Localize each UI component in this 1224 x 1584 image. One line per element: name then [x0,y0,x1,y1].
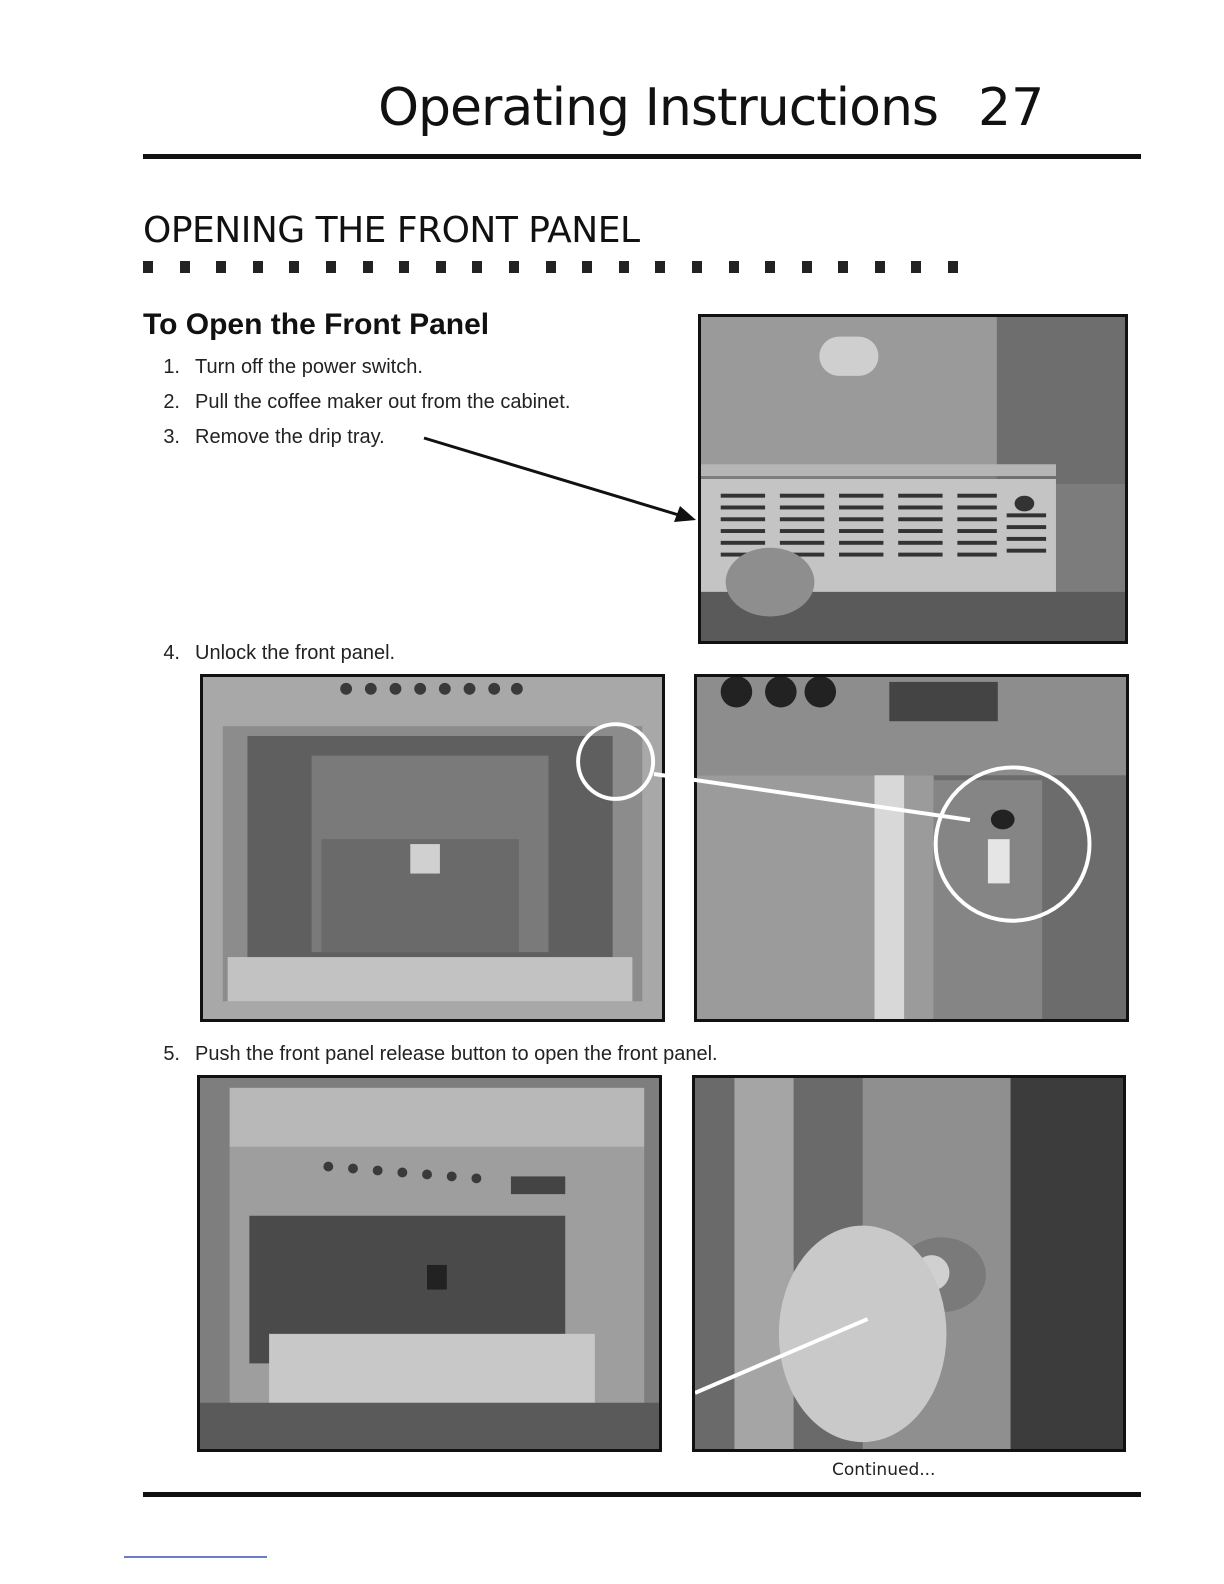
footer-rule [143,1492,1141,1497]
page-header-title: Operating Instructions [378,78,938,138]
page-number: 27 [978,78,1045,138]
photo-drip-tray [698,314,1128,644]
photo-machine-overview [197,1075,662,1452]
footer-link-underline [124,1556,267,1558]
subheading: To Open the Front Panel [143,308,490,341]
photo-release-button [692,1075,1126,1452]
connector-line [650,760,980,840]
section-title: OPENING THE FRONT PANEL [143,210,640,251]
header-rule [143,154,1141,159]
continued-note: Continued... [832,1460,936,1480]
photo-front-panel [200,674,665,1022]
pointer-arrow [420,430,700,530]
photo-key-lock [694,674,1129,1022]
section-dotted-divider [143,261,985,273]
